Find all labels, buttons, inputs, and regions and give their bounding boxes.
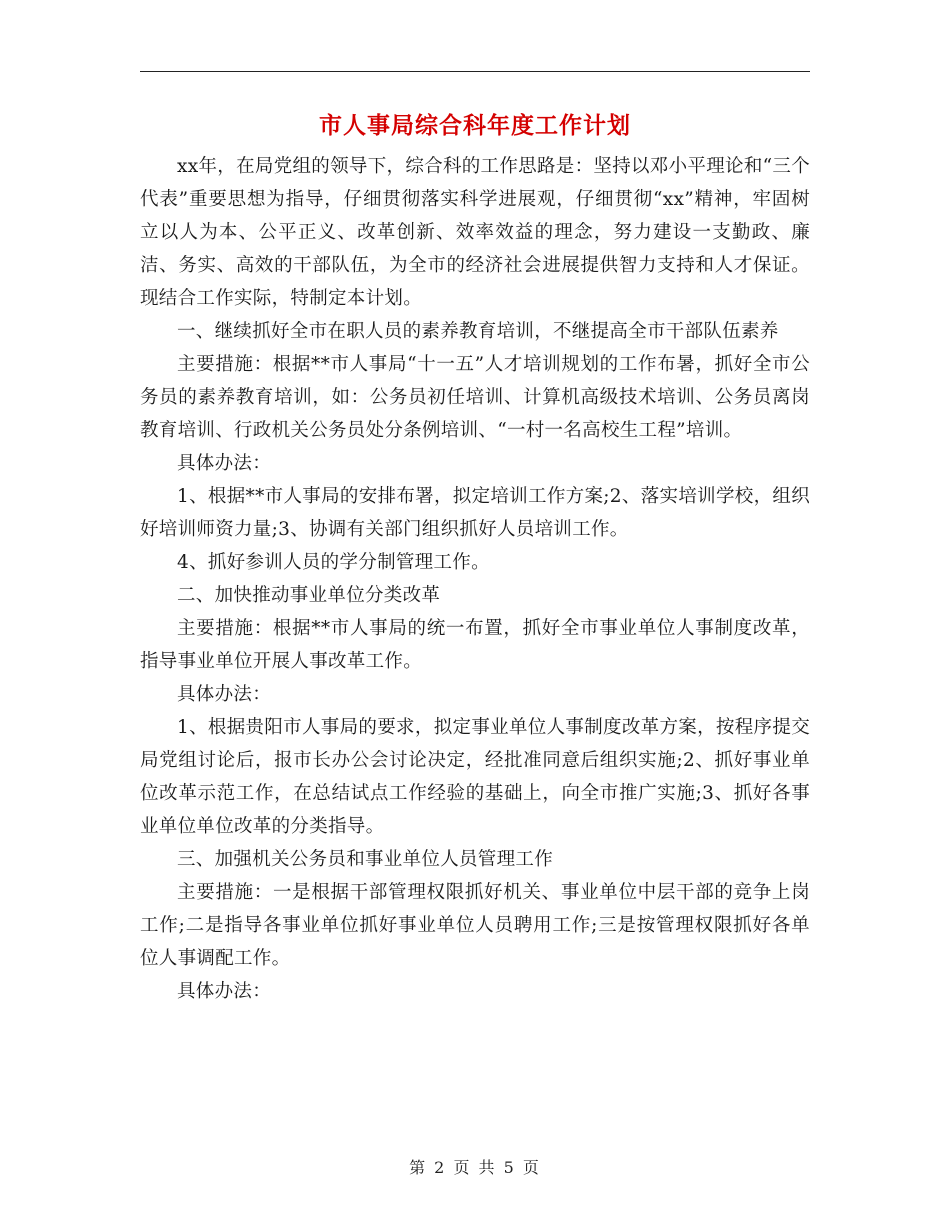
header-rule	[140, 71, 810, 72]
paragraph-section-1-methods-1: 1、根据**市人事局的安排布署，拟定培训工作方案;2、落实培训学校，组织好培训师资力量;3、协调有关部门组织抓好人员培训工作。	[140, 486, 810, 540]
paragraph-section-2-methods-label: 具体办法：	[177, 684, 272, 705]
paragraph-section-3-heading: 三、加强机关公务员和事业单位人员管理工作	[177, 849, 554, 870]
document-title: 市人事局综合科年度工作计划	[319, 112, 631, 139]
paragraph-section-2-heading: 二、加快推动事业单位分类改革	[177, 585, 441, 606]
paragraph-section-2-methods: 1、根据贵阳市人事局的要求，拟定事业单位人事制度改革方案，按程序提交局党组讨论后，报市长办公会讨论决定，经批准同意后组织实施;2、抓好事业单位改革示范工作，在总结试点工作经验的基础上，向全市推广实施;3、抓好各事业单位单位改革的分类指导。	[140, 717, 810, 837]
paragraph-section-1-measures: 主要措施：根据**市人事局“十一五”人才培训规划的工作布暑，抓好全市公务员的素养教育培训，如：公务员初任培训、计算机高级技术培训、公务员离岗教育培训、行政机关公务员处分条例培训、“一村一名高校生工程”培训。	[140, 354, 810, 441]
paragraph-section-1-methods-label: 具体办法：	[177, 453, 272, 474]
paragraph-section-3-measures: 主要措施：一是根据干部管理权限抓好机关、事业单位中层干部的竞争上岗工作;二是指导各事业单位抓好事业单位人员聘用工作;三是按管理权限抓好各单位人事调配工作。	[140, 882, 810, 969]
paragraph-section-3-methods-label: 具体办法：	[177, 981, 272, 1002]
page-number-footer: 第 2 页 共 5 页	[409, 1158, 541, 1177]
paragraph-section-2-measures: 主要措施：根据**市人事局的统一布置，抓好全市事业单位人事制度改革，指导事业单位开展人事改革工作。	[140, 618, 810, 672]
paragraph-section-1-heading: 一、继续抓好全市在职人员的素养教育培训，不继提高全市干部队伍素养	[177, 321, 779, 342]
paragraph-intro: xx年，在局党组的领导下，综合科的工作思路是：坚持以邓小平理论和“三个代表”重要思想为指导，仔细贯彻落实科学进展观，仔细贯彻“xx”精神，牢固树立以人为本、公平正义、改革创新、效率效益的理念，努力建设一支勤政、廉洁、务实、高效的干部队伍，为全市的经济社会进展提供智力支持和人才保证。现结合工作实际，特制定本计划。	[140, 156, 810, 309]
document-body	[140, 150, 810, 1008]
paragraph-section-1-methods-2: 4、抓好参训人员的学分制管理工作。	[177, 552, 490, 573]
